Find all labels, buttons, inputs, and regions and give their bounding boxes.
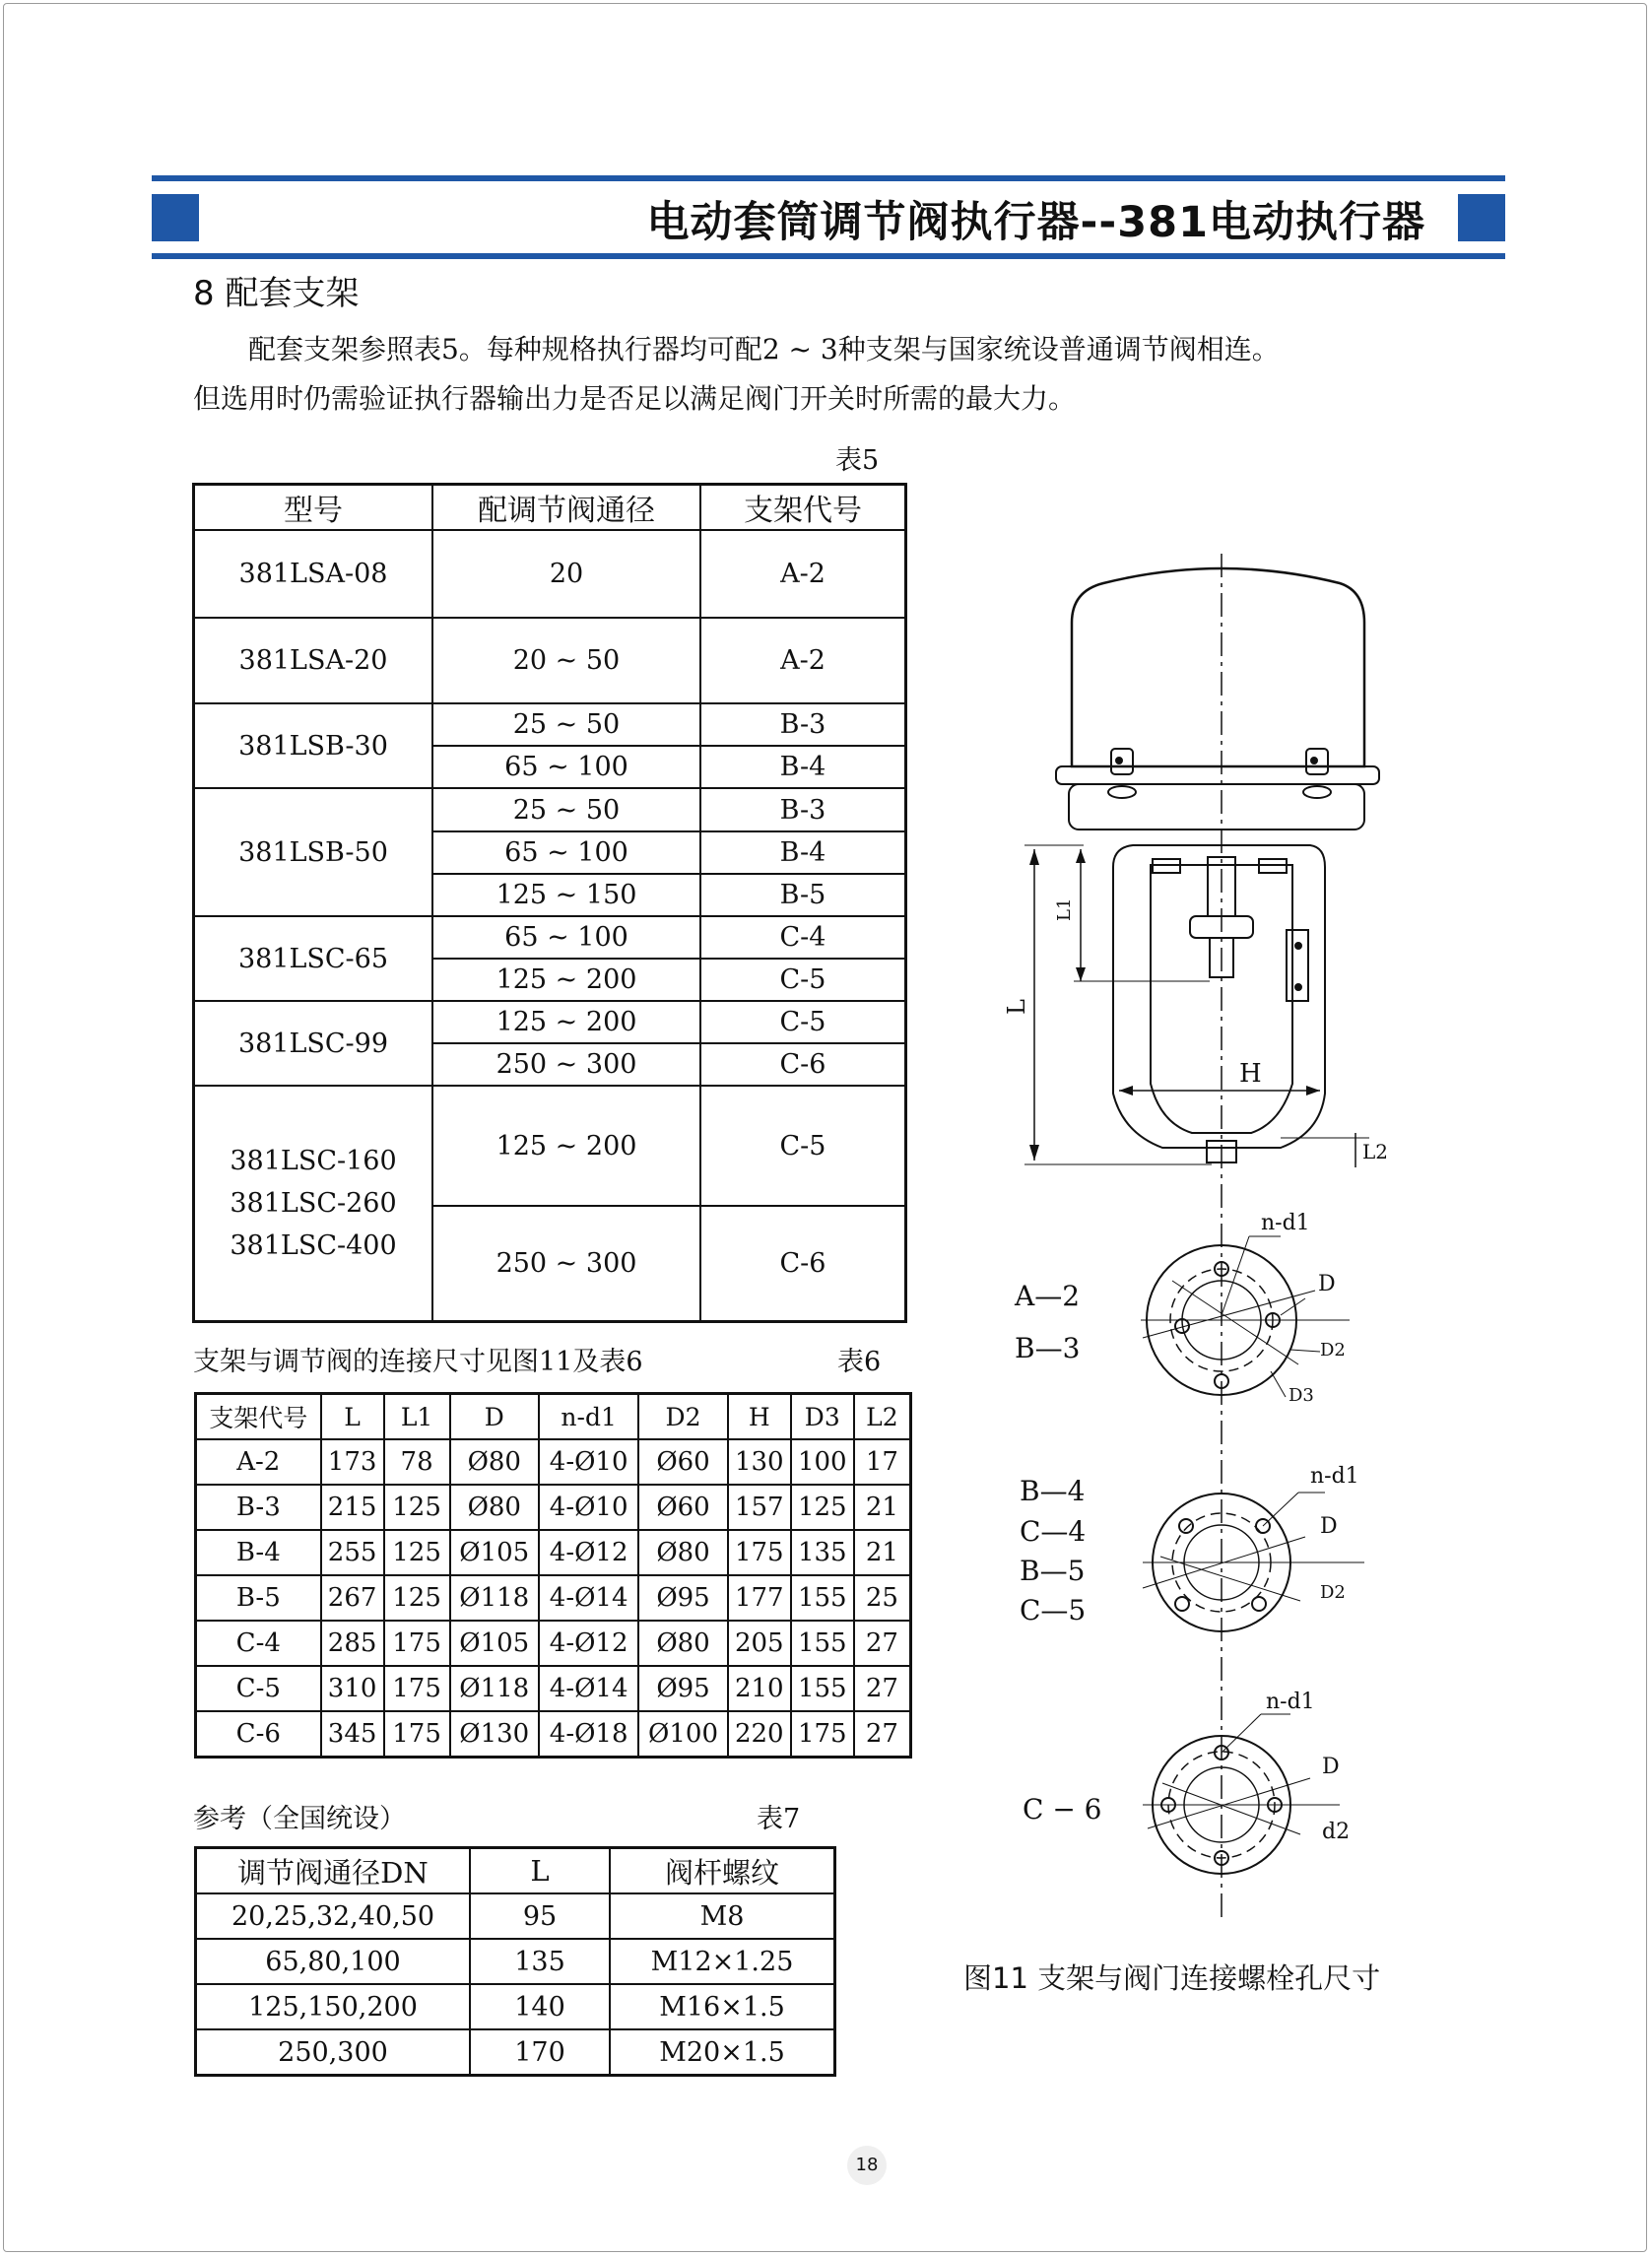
table-cell: 381LSB-50 — [194, 788, 433, 916]
table-cell: C-4 — [700, 916, 906, 959]
table-cell: 175 — [384, 1621, 450, 1666]
table-cell: 250,300 — [196, 2029, 471, 2076]
flange-1-nd1: n-d1 — [1261, 1211, 1310, 1235]
actuator-cover — [1072, 568, 1364, 766]
table-cell: 381LSA-20 — [194, 618, 433, 703]
intro-line-2: 但选用时仍需验证执行器输出力是否足以满足阀门开关时所需的最大力。 — [193, 382, 1077, 415]
table-cell: 65 ~ 100 — [432, 746, 700, 788]
table-cell: Ø105 — [450, 1530, 539, 1575]
model-line: 381LSC-160 — [230, 1145, 397, 1176]
table-cell: B-3 — [700, 788, 906, 831]
table6-intro: 支架与调节阀的连接尺寸见图11及表6 — [193, 1347, 643, 1377]
table-cell: 125 ~ 200 — [432, 959, 700, 1001]
page-title: 电动套筒调节阀执行器--381电动执行器 — [646, 198, 1425, 247]
table-cell: 135 — [791, 1530, 854, 1575]
flange-1-label-a2: A—2 — [1015, 1280, 1081, 1312]
table-cell: Ø100 — [638, 1711, 727, 1758]
table-cell: C-5 — [700, 1086, 906, 1206]
flange-1-d2: D2 — [1320, 1340, 1346, 1361]
table6-header-cell: n-d1 — [539, 1394, 638, 1440]
table-cell: 4-Ø18 — [539, 1711, 638, 1758]
table-cell: 155 — [791, 1621, 854, 1666]
table-cell: 4-Ø12 — [539, 1530, 638, 1575]
table-cell: 20,25,32,40,50 — [196, 1893, 471, 1939]
table-cell: Ø130 — [450, 1711, 539, 1758]
table-cell: C-5 — [196, 1666, 321, 1711]
table-cell: 27 — [854, 1666, 911, 1711]
table-cell: Ø118 — [450, 1575, 539, 1621]
table-cell: 125 ~ 150 — [432, 874, 700, 916]
table6-header-cell: H — [728, 1394, 791, 1440]
table-cell: 4-Ø14 — [539, 1575, 638, 1621]
flange-3-nd1: n-d1 — [1266, 1690, 1315, 1714]
page-number: 18 — [847, 2146, 887, 2185]
table-cell: 4-Ø10 — [539, 1439, 638, 1485]
table-cell: 175 — [728, 1530, 791, 1575]
table-cell: 267 — [321, 1575, 384, 1621]
model-line: 381LSC-260 — [230, 1187, 397, 1219]
table-cell: C-6 — [196, 1711, 321, 1758]
section-heading: 8 配套支架 — [193, 274, 360, 313]
table-cell: 27 — [854, 1621, 911, 1666]
actuator-base — [1069, 784, 1364, 830]
table7-intro: 参考（全国统设） — [193, 1804, 406, 1834]
model-line: 381LSC-400 — [230, 1229, 397, 1261]
table6-header-cell: D3 — [791, 1394, 854, 1440]
flange-1 — [1141, 1236, 1350, 1397]
dim-label-L: L — [1003, 999, 1030, 1015]
dim-label-H: H — [1239, 1059, 1262, 1089]
flange-1-d3: D3 — [1289, 1385, 1314, 1406]
table-cell: M8 — [610, 1893, 835, 1939]
flange-2-label-c5: C—5 — [1020, 1594, 1087, 1626]
table-cell: 125 ~ 200 — [432, 1001, 700, 1043]
table-cell: B-4 — [196, 1530, 321, 1575]
table-cell: 381LSC-99 — [194, 1001, 433, 1086]
table-cell: 155 — [791, 1575, 854, 1621]
table-cell: B-4 — [700, 746, 906, 788]
table6-header-cell: L2 — [854, 1394, 911, 1440]
table-cell: 250 ~ 300 — [432, 1206, 700, 1321]
table6-header-cell: L1 — [384, 1394, 450, 1440]
table-cell: 173 — [321, 1439, 384, 1485]
flange-2-nd1: n-d1 — [1310, 1464, 1359, 1489]
table-cell: 95 — [470, 1893, 610, 1939]
table7-header-cell: 调节阀通径DN — [196, 1848, 471, 1894]
bolt-hole — [1175, 1597, 1189, 1611]
table-cell: 381LSB-30 — [194, 703, 433, 788]
table-cell: 177 — [728, 1575, 791, 1621]
table6-header-cell: D2 — [638, 1394, 727, 1440]
table-cell: C-6 — [700, 1206, 906, 1321]
table-cell: Ø80 — [638, 1621, 727, 1666]
bolt-hole — [1179, 1519, 1193, 1533]
table-cell: B-4 — [700, 831, 906, 874]
table-cell: 157 — [728, 1485, 791, 1530]
latch-right — [1303, 749, 1331, 798]
table-cell: 4-Ø10 — [539, 1485, 638, 1530]
latch-left — [1108, 749, 1136, 798]
table-cell: 135 — [470, 1939, 610, 1984]
table7-header-cell: 阀杆螺纹 — [610, 1848, 835, 1894]
table-cell: 21 — [854, 1530, 911, 1575]
table-cell: 21 — [854, 1485, 911, 1530]
table-cell: 205 — [728, 1621, 791, 1666]
table-cell: 381LSC-65 — [194, 916, 433, 1001]
table-cell: 20 — [432, 530, 700, 618]
table-cell: 25 ~ 50 — [432, 703, 700, 746]
table-cell: 220 — [728, 1711, 791, 1758]
flange-3-d2: d2 — [1322, 1820, 1351, 1844]
table-cell: Ø95 — [638, 1666, 727, 1711]
table-cell: 125 — [384, 1530, 450, 1575]
table-cell: M20×1.5 — [610, 2029, 835, 2076]
dim-label-L2: L2 — [1362, 1140, 1389, 1163]
table-cell: 215 — [321, 1485, 384, 1530]
flange-1-label-b3: B—3 — [1015, 1332, 1081, 1364]
table-cell: 78 — [384, 1439, 450, 1485]
table-cell: B-5 — [196, 1575, 321, 1621]
table6-header-cell: L — [321, 1394, 384, 1440]
table-cell: Ø60 — [638, 1485, 727, 1530]
table5-header-model: 型号 — [194, 485, 433, 531]
table-cell: B-5 — [700, 874, 906, 916]
table-cell: 170 — [470, 2029, 610, 2076]
table-cell: B-3 — [196, 1485, 321, 1530]
intro-line-1: 配套支架参照表5。每种规格执行器均可配2 ~ 3种支架与国家统设普通调节阀相连。 — [248, 333, 1280, 365]
table-cell: 285 — [321, 1621, 384, 1666]
table-cell: C-4 — [196, 1621, 321, 1666]
table-cell: Ø105 — [450, 1621, 539, 1666]
flange-3-d: D — [1322, 1755, 1340, 1779]
table-cell: 175 — [384, 1666, 450, 1711]
table-cell: C-5 — [700, 1001, 906, 1043]
flange-3-label-c6: C − 6 — [1023, 1793, 1102, 1826]
flange-2-label-b4: B—4 — [1020, 1475, 1086, 1507]
table-cell: 210 — [728, 1666, 791, 1711]
table-cell: 310 — [321, 1666, 384, 1711]
table-cell: C-6 — [700, 1043, 906, 1086]
table5-header-code: 支架代号 — [700, 485, 906, 531]
table6-caption: 表6 — [837, 1347, 882, 1377]
table-cell: 345 — [321, 1711, 384, 1758]
table-cell: 65,80,100 — [196, 1939, 471, 1984]
table-cell: 100 — [791, 1439, 854, 1485]
table-cell: M12×1.25 — [610, 1939, 835, 1984]
table-cell: 65 ~ 100 — [432, 916, 700, 959]
table-cell: Ø80 — [450, 1485, 539, 1530]
table-cell: 175 — [384, 1711, 450, 1758]
table-cell: Ø95 — [638, 1575, 727, 1621]
table7-header-cell: L — [470, 1848, 610, 1894]
flange-2-d: D — [1320, 1514, 1338, 1539]
table-cell: 65 ~ 100 — [432, 831, 700, 874]
table-cell: 25 ~ 50 — [432, 788, 700, 831]
table-cell: 20 ~ 50 — [432, 618, 700, 703]
flange-2-label-c4: C—4 — [1020, 1515, 1087, 1548]
table-cell: A-2 — [700, 618, 906, 703]
table5-header-dn: 配调节阀通径 — [432, 485, 700, 531]
table-cell: A-2 — [196, 1439, 321, 1485]
table6-header-cell: D — [450, 1394, 539, 1440]
flange-1-d: D — [1318, 1272, 1336, 1296]
table-cell: Ø80 — [638, 1530, 727, 1575]
table-cell: M16×1.5 — [610, 1984, 835, 2029]
table-cell: Ø80 — [450, 1439, 539, 1485]
table-cell: 125,150,200 — [196, 1984, 471, 2029]
table-cell: 250 ~ 300 — [432, 1043, 700, 1086]
table-cell: 4-Ø12 — [539, 1621, 638, 1666]
table-cell: 27 — [854, 1711, 911, 1758]
flange-3 — [1143, 1714, 1340, 1874]
figure-caption: 图11 支架与阀门连接螺栓孔尺寸 — [963, 1961, 1381, 1995]
table-cell: C-5 — [700, 959, 906, 1001]
flange-2-label-b5: B—5 — [1020, 1555, 1086, 1587]
table-cell: Ø118 — [450, 1666, 539, 1711]
actuator-flange — [1056, 766, 1379, 784]
table-cell: 125 — [384, 1485, 450, 1530]
table6-header-cell: 支架代号 — [196, 1394, 321, 1440]
table-cell: 381LSA-08 — [194, 530, 433, 618]
dim-label-L1: L1 — [1054, 897, 1075, 921]
table-cell: 4-Ø14 — [539, 1666, 638, 1711]
table-cell: 255 — [321, 1530, 384, 1575]
table-cell: 125 — [791, 1485, 854, 1530]
table-cell: Ø60 — [638, 1439, 727, 1485]
flange-2-d2: D2 — [1320, 1582, 1346, 1603]
table-cell: 17 — [854, 1439, 911, 1485]
table-cell: 125 — [384, 1575, 450, 1621]
table-cell: 130 — [728, 1439, 791, 1485]
table-cell: A-2 — [700, 530, 906, 618]
table-cell: 155 — [791, 1666, 854, 1711]
table-cell: 140 — [470, 1984, 610, 2029]
table7-caption: 表7 — [757, 1804, 801, 1834]
table-cell: B-3 — [700, 703, 906, 746]
table-cell: 175 — [791, 1711, 854, 1758]
table-cell: 25 — [854, 1575, 911, 1621]
table-cell: 125 ~ 200 — [432, 1086, 700, 1206]
table5-caption: 表5 — [835, 445, 880, 476]
bolt-hole — [1252, 1597, 1266, 1611]
